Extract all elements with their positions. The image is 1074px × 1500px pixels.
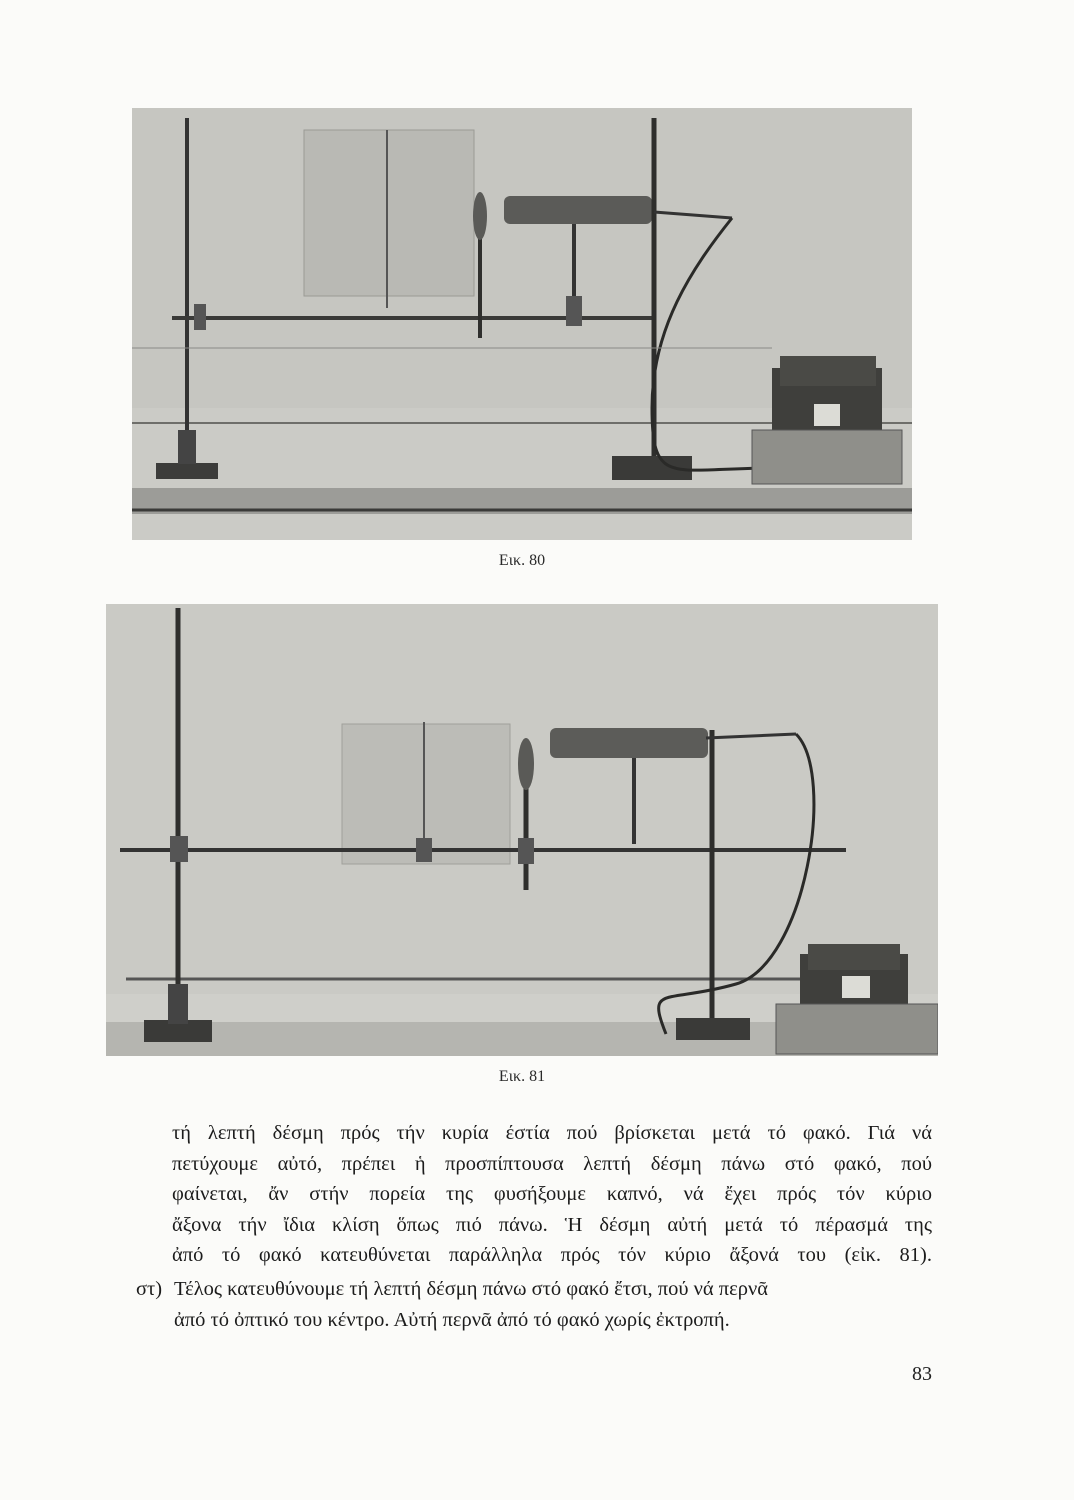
optical-bench-80-drawing [132, 108, 912, 540]
figure-81-photo [106, 604, 938, 1056]
list-item-st [136, 1274, 932, 1335]
figure-81-caption: Εικ. 81 [498, 1068, 546, 1085]
paragraph-line: τή λεπτή δέσμη πρός τήν κυρία έστία πού βρίσκεται μετά τό φακό. Γιά νά [172, 1122, 932, 1144]
paragraph-line: φαίνεται, ἄν στήν πορεία της φυσήξουμε καπνό, νά ἔχει πρός τόν κύριο [172, 1183, 932, 1205]
list-item-label: στ) [136, 1278, 163, 1300]
figure-80-caption: Εικ. 80 [498, 552, 546, 569]
list-item-line: Τέλος κατευθύνουμε τή λεπτή δέσμη πάνω στό φακό ἔτσι, πού νά περνᾶ [174, 1278, 768, 1300]
paragraph-line: πετύχουμε αὐτό, πρέπει ἡ προσπίπτουσα λεπτή δέσμη πάνω στό φακό, πού [172, 1152, 932, 1175]
optical-bench-81-drawing [106, 604, 938, 1056]
figure-80-photo [132, 108, 912, 540]
page-number: 83 [912, 1363, 932, 1385]
paragraph [172, 1118, 932, 1271]
list-item-line: ἀπό τό ὀπτικό του κέντρο. Αὐτή περνᾶ ἀπό τό φακό χωρίς ἐκτροπή. [174, 1308, 730, 1331]
paragraph-line: ἄξονα τήν ἴδια κλίση ὅπως πιό πάνω. Ἡ δέσμη αὐτή μετά τό πέρασμά της [172, 1213, 932, 1236]
paragraph-line: ἀπό τό φακό κατευθύνεται παράλληλα πρός τόν κύριο ἄξονά του (εἰκ. 81). [172, 1244, 932, 1266]
